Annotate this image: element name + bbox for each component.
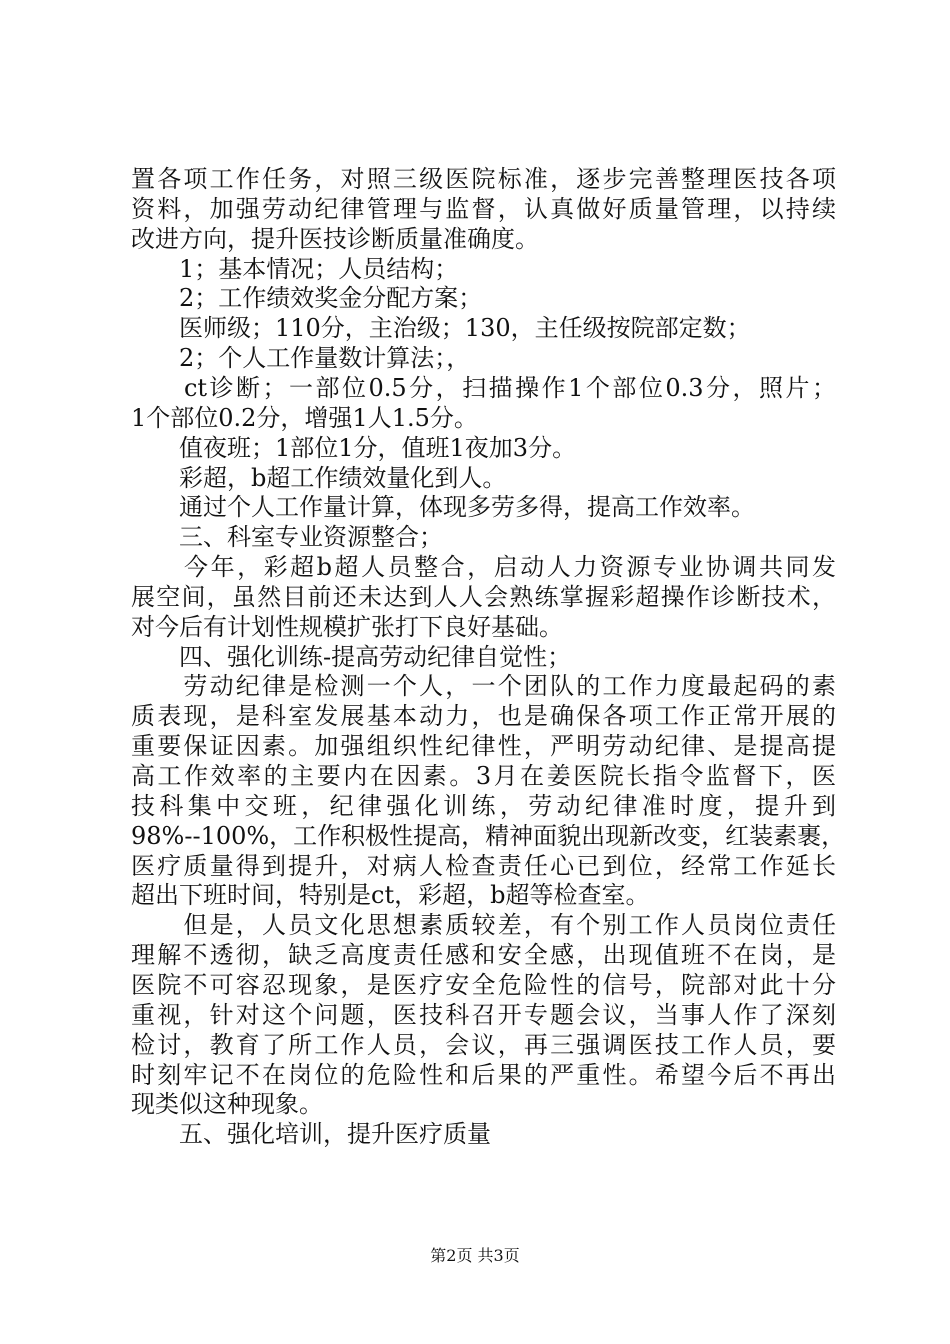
text-line: 重要保证因素。加强组织性纪律性，严明劳动纪律、是提高提 [131,732,836,761]
text-line: 彩超，b超工作绩效量化到人。 [131,463,507,492]
text-line: 通过个人工作量计算，体现多劳多得，提高工作效率。 [131,493,755,522]
text-line: 检讨，教育了所工作人员，会议，再三强调医技工作人员，要 [131,1030,836,1059]
text-line: 98%--100%，工作积极性提高，精神面貌出现新改变，红装素裹， [131,821,846,850]
text-line: 超出下班时间，特别是ct，彩超，b超等检查室。 [131,881,650,910]
text-line: ct诊断；一部位0.5分，扫描操作1个部位0.3分，照片； [131,373,836,402]
text-line: 时刻牢记不在岗位的危险性和后果的严重性。希望今后不再出 [131,1060,836,1089]
text-line: 现类似这种现象。 [131,1090,323,1119]
text-line: 三、科室专业资源整合； [131,523,443,552]
text-line: 置各项工作任务，对照三级医院标准，逐步完善整理医技各项 [131,165,836,193]
text-line: 改进方向，提升医技诊断质量准确度。 [131,224,539,253]
text-line: 五、强化培训，提升医疗质量 [131,1120,491,1149]
text-line: 技科集中交班，纪律强化训练，劳动纪律准时度，提升到 [131,791,836,820]
text-line: 重视，针对这个问题，医技科召开专题会议，当事人作了深刻 [131,1000,836,1029]
text-line: 医疗质量得到提升，对病人检查责任心已到位，经常工作延长 [131,851,836,880]
text-line: 1；基本情况；人员结构； [131,254,459,283]
text-line: 对今后有计划性规模扩张打下良好基础。 [131,612,563,641]
text-line: 2；工作绩效奖金分配方案； [131,284,483,313]
text-line: 2；个人工作量数计算法；， [131,344,471,373]
page-footer: 第2页 共3页 [430,1246,520,1265]
text-line: 质表现，是科室发展基本动力，也是确保各项工作正常开展的 [131,702,836,731]
text-line: 四、强化训练-提高劳动纪律自觉性； [131,642,572,671]
text-line: 高工作效率的主要内在因素。3月在姜医院长指令监督下，医 [131,762,836,790]
text-line: 医师级；110分，主治级；130，主任级按院部定数； [131,314,751,343]
text-line: 展空间，虽然目前还未达到人人会熟练掌握彩超操作诊断技术， [131,582,836,611]
text-line: 劳动纪律是检测一个人，一个团队的工作力度最起码的素 [131,672,836,701]
text-line: 今年，彩超b超人员整合，启动人力资源专业协调共同发 [131,553,836,582]
text-line: 值夜班；1部位1分，值班1夜加3分。 [131,433,577,462]
text-line: 但是，人员文化思想素质较差，有个别工作人员岗位责任 [131,911,836,940]
text-line: 资料，加强劳动纪律管理与监督，认真做好质量管理，以持续 [131,194,836,223]
text-line: 1个部位0.2分，增强1人1.5分。 [131,403,478,432]
text-line: 理解不透彻，缺乏高度责任感和安全感，出现值班不在岗，是 [131,941,836,970]
text-line: 医院不可容忍现象，是医疗安全危险性的信号，院部对此十分 [131,970,836,999]
